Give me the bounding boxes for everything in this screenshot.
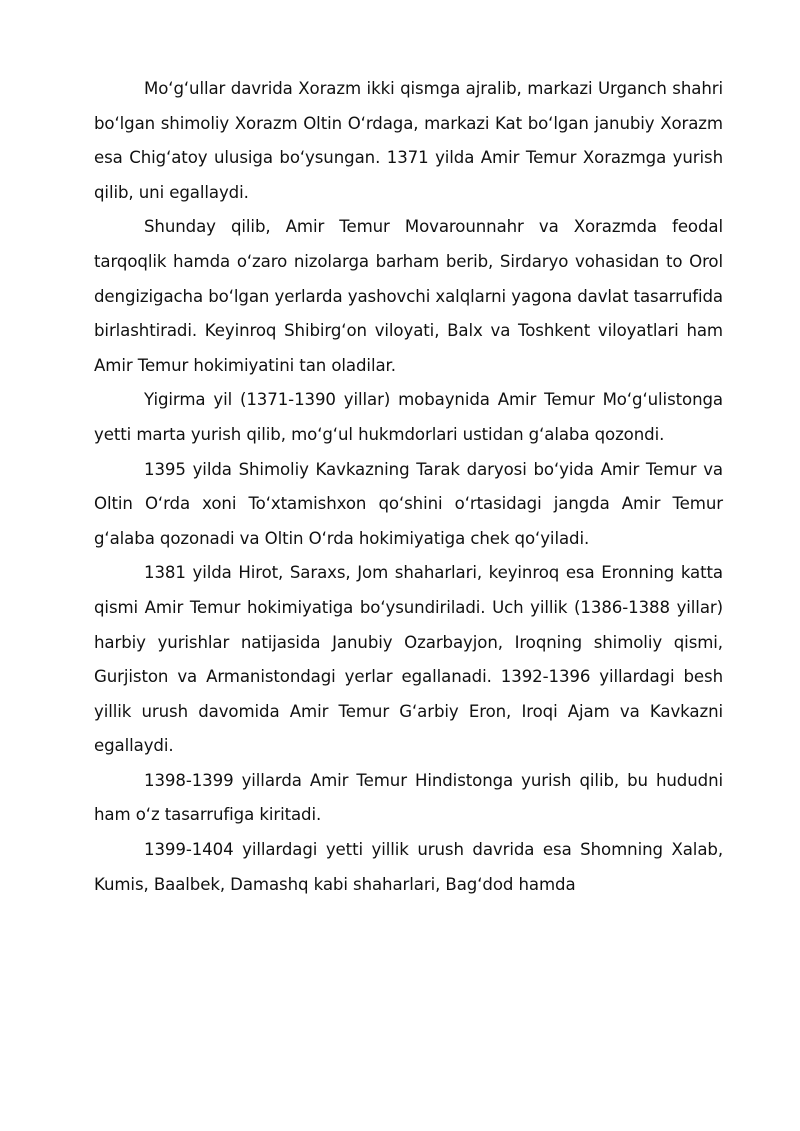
paragraph-4: 1395 yilda Shimoliy Kavkazning Tarak daryosi bo‘yida Amir Temur va Oltin O‘rda xoni To‘xtamishxon qo‘shini o‘rtasidagi jangda Amir Temur g‘alaba qozonadi va Oltin O‘rda hokimiyatiga chek qo‘yiladi. bbox=[94, 459, 723, 548]
paragraph-1: Mo‘g‘ullar davrida Xorazm ikki qismga ajralib, markazi Urganch shahri bo‘lgan shimoliy Xorazm Oltin O‘rdaga, markazi Kat bo‘lgan janubiy Xorazm esa Chig‘atoy ulusiga bo‘ysungan. 1371 yilda Amir Temur Xorazmga yurish qilib, uni egallaydi. bbox=[94, 79, 723, 202]
paragraph-7: 1399-1404 yillardagi yetti yillik urush davrida esa Shomning Xalab, Kumis, Baalbek, Damashq kabi shaharlari, Bag‘dod hamda bbox=[94, 840, 723, 894]
paragraph-5: 1381 yilda Hirot, Saraxs, Jom shaharlari, keyinroq esa Eronning katta qismi Amir Temur hokimiyatiga bo‘ysundiriladi. Uch yillik (1386-1388 yillar) harbiy yurishlar natijasida Janubiy Ozarbayjon, Iroqning shimoliy qismi, Gurjiston va Armanistondagi yerlar egallanadi. 1392-1396 yillardagi besh yillik urush davomida Amir Temur G‘arbiy Eron, Iroqi Ajam va Kavkazni egallaydi. bbox=[94, 563, 723, 756]
paragraph-6: 1398-1399 yillarda Amir Temur Hindistonga yurish qilib, bu hududni ham o‘z tasarrufiga kiritadi. bbox=[94, 770, 723, 825]
paragraph-2: Shunday qilib, Amir Temur Movarounnahr va Xorazmda feodal tarqoqlik hamda o‘zaro nizolarga barham berib, Sirdaryo vohasidan to Orol dengizigacha bo‘lgan yerlarda yashovchi xalqlarni yagona davlat tasarrufida birlashtiradi. Keyinroq Shibirg‘on viloyati, Balx va Toshkent viloyatlari ham Amir Temur hokimiyatini tan oladilar. bbox=[94, 217, 723, 375]
paragraph-3: Yigirma yil (1371-1390 yillar) mobaynida Amir Temur Mo‘g‘ulistonga yetti marta yurish qilib, mo‘g‘ul hukmdorlari ustidan g‘alaba qozondi. bbox=[94, 390, 723, 444]
document-body bbox=[94, 72, 723, 902]
